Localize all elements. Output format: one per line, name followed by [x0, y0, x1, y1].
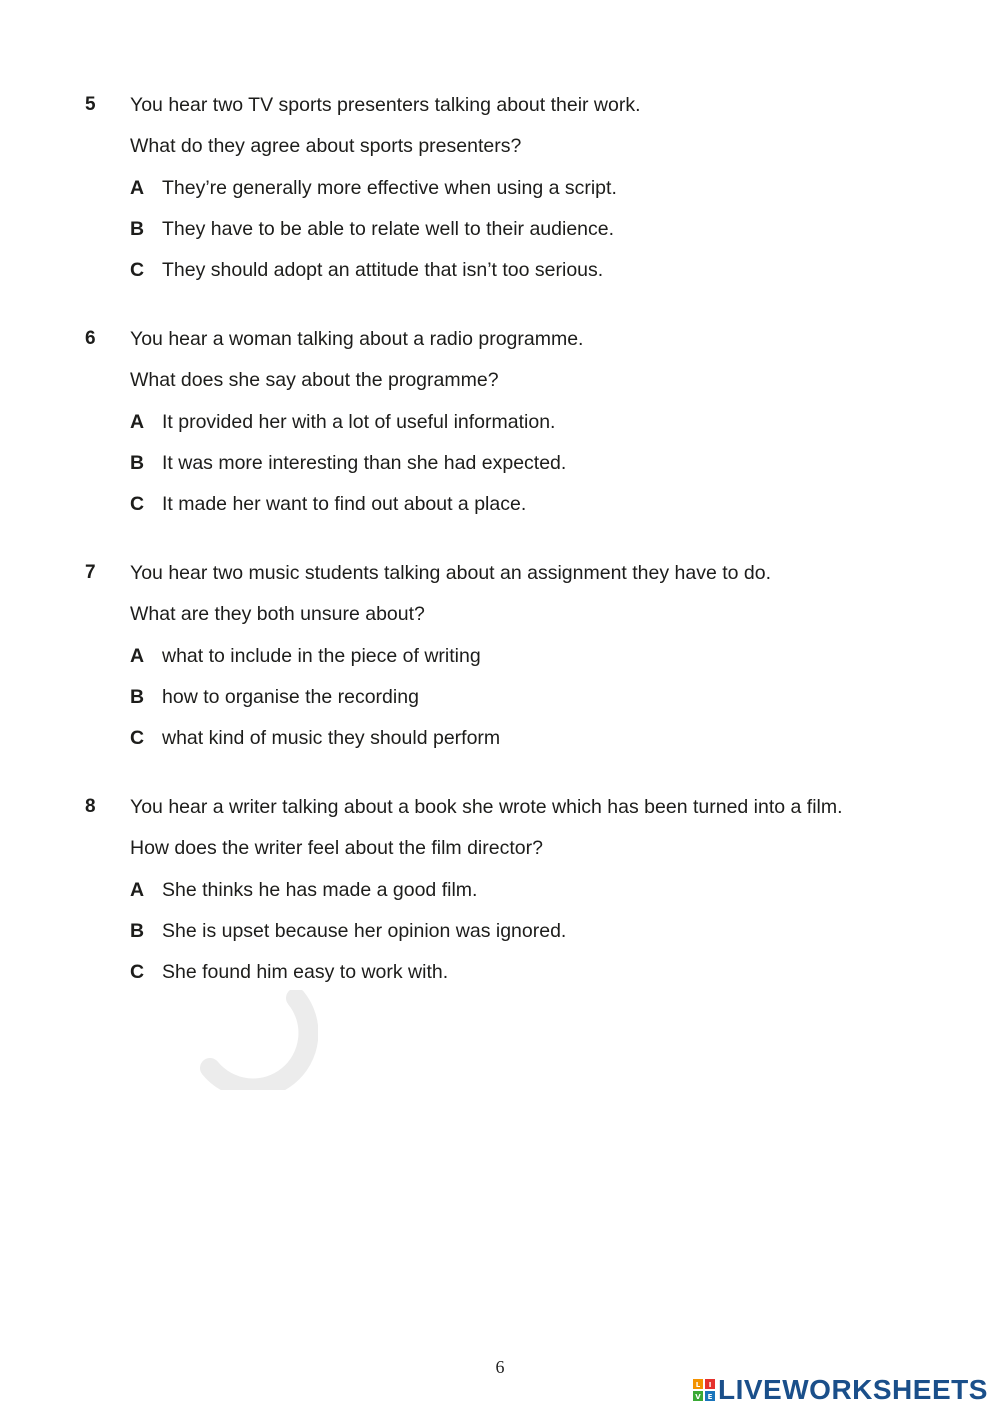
option-letter: C: [130, 259, 145, 281]
option-c[interactable]: [130, 959, 448, 985]
question-stem: You hear a writer talking about a book she wrote which has been turned into a film.: [130, 796, 843, 818]
liveworksheets-logo-icon: [692, 1378, 716, 1402]
option-c[interactable]: [130, 491, 526, 517]
option-letter: A: [130, 177, 145, 199]
option-letter: A: [130, 645, 145, 667]
brand-name: LIVEWORKSHEETS: [718, 1374, 988, 1405]
option-b[interactable]: [130, 216, 614, 242]
option-letter: B: [130, 218, 145, 240]
option-c[interactable]: [130, 725, 500, 751]
option-text: It provided her with a lot of useful information.: [162, 411, 556, 433]
page-number: 6: [495, 1357, 505, 1377]
option-b[interactable]: [130, 918, 566, 944]
option-letter: C: [130, 493, 145, 515]
svg-text:I: I: [708, 1381, 712, 1389]
option-text: It made her want to find out about a place.: [162, 493, 527, 515]
option-text: She thinks he has made a good film.: [162, 879, 478, 901]
question-stem: You hear a woman talking about a radio programme.: [130, 328, 584, 350]
option-text: what kind of music they should perform: [162, 727, 501, 749]
option-b[interactable]: [130, 684, 419, 710]
question-prompt: What do they agree about sports presenters?: [130, 135, 522, 157]
option-letter: C: [130, 727, 145, 749]
option-c[interactable]: [130, 257, 603, 283]
option-letter: B: [130, 452, 145, 474]
svg-text:L: L: [695, 1381, 701, 1389]
option-a[interactable]: [130, 643, 481, 669]
svg-text:V: V: [695, 1393, 701, 1401]
option-text: They’re generally more effective when using a script.: [162, 177, 617, 199]
question-number: 6: [85, 328, 96, 349]
option-a[interactable]: [130, 877, 477, 903]
question-prompt: How does the writer feel about the film director?: [130, 837, 543, 859]
option-text: what to include in the piece of writing: [162, 645, 481, 667]
option-text: It was more interesting than she had expected.: [162, 452, 567, 474]
option-b[interactable]: [130, 450, 566, 476]
option-text: They have to be able to relate well to their audience.: [162, 218, 615, 240]
option-letter: B: [130, 920, 145, 942]
question-stem: You hear two TV sports presenters talking about their work.: [130, 94, 641, 116]
option-text: She is upset because her opinion was ignored.: [162, 920, 567, 942]
option-text: how to organise the recording: [162, 686, 419, 708]
option-a[interactable]: [130, 175, 617, 201]
svg-text:E: E: [707, 1393, 713, 1401]
question-number: 5: [85, 94, 96, 115]
option-a[interactable]: [130, 409, 555, 435]
liveworksheets-brand[interactable]: [692, 1374, 988, 1406]
question-stem: You hear two music students talking about an assignment they have to do.: [130, 562, 772, 584]
option-text: She found him easy to work with.: [162, 961, 449, 983]
decorative-arc-icon: [198, 990, 318, 1090]
question-prompt: What does she say about the programme?: [130, 369, 499, 391]
option-letter: A: [130, 879, 145, 901]
option-letter: B: [130, 686, 145, 708]
option-letter: C: [130, 961, 145, 983]
question-prompt: What are they both unsure about?: [130, 603, 425, 625]
option-text: They should adopt an attitude that isn’t too serious.: [162, 259, 604, 281]
option-letter: A: [130, 411, 145, 433]
question-number: 7: [85, 562, 96, 583]
question-number: 8: [85, 796, 96, 817]
